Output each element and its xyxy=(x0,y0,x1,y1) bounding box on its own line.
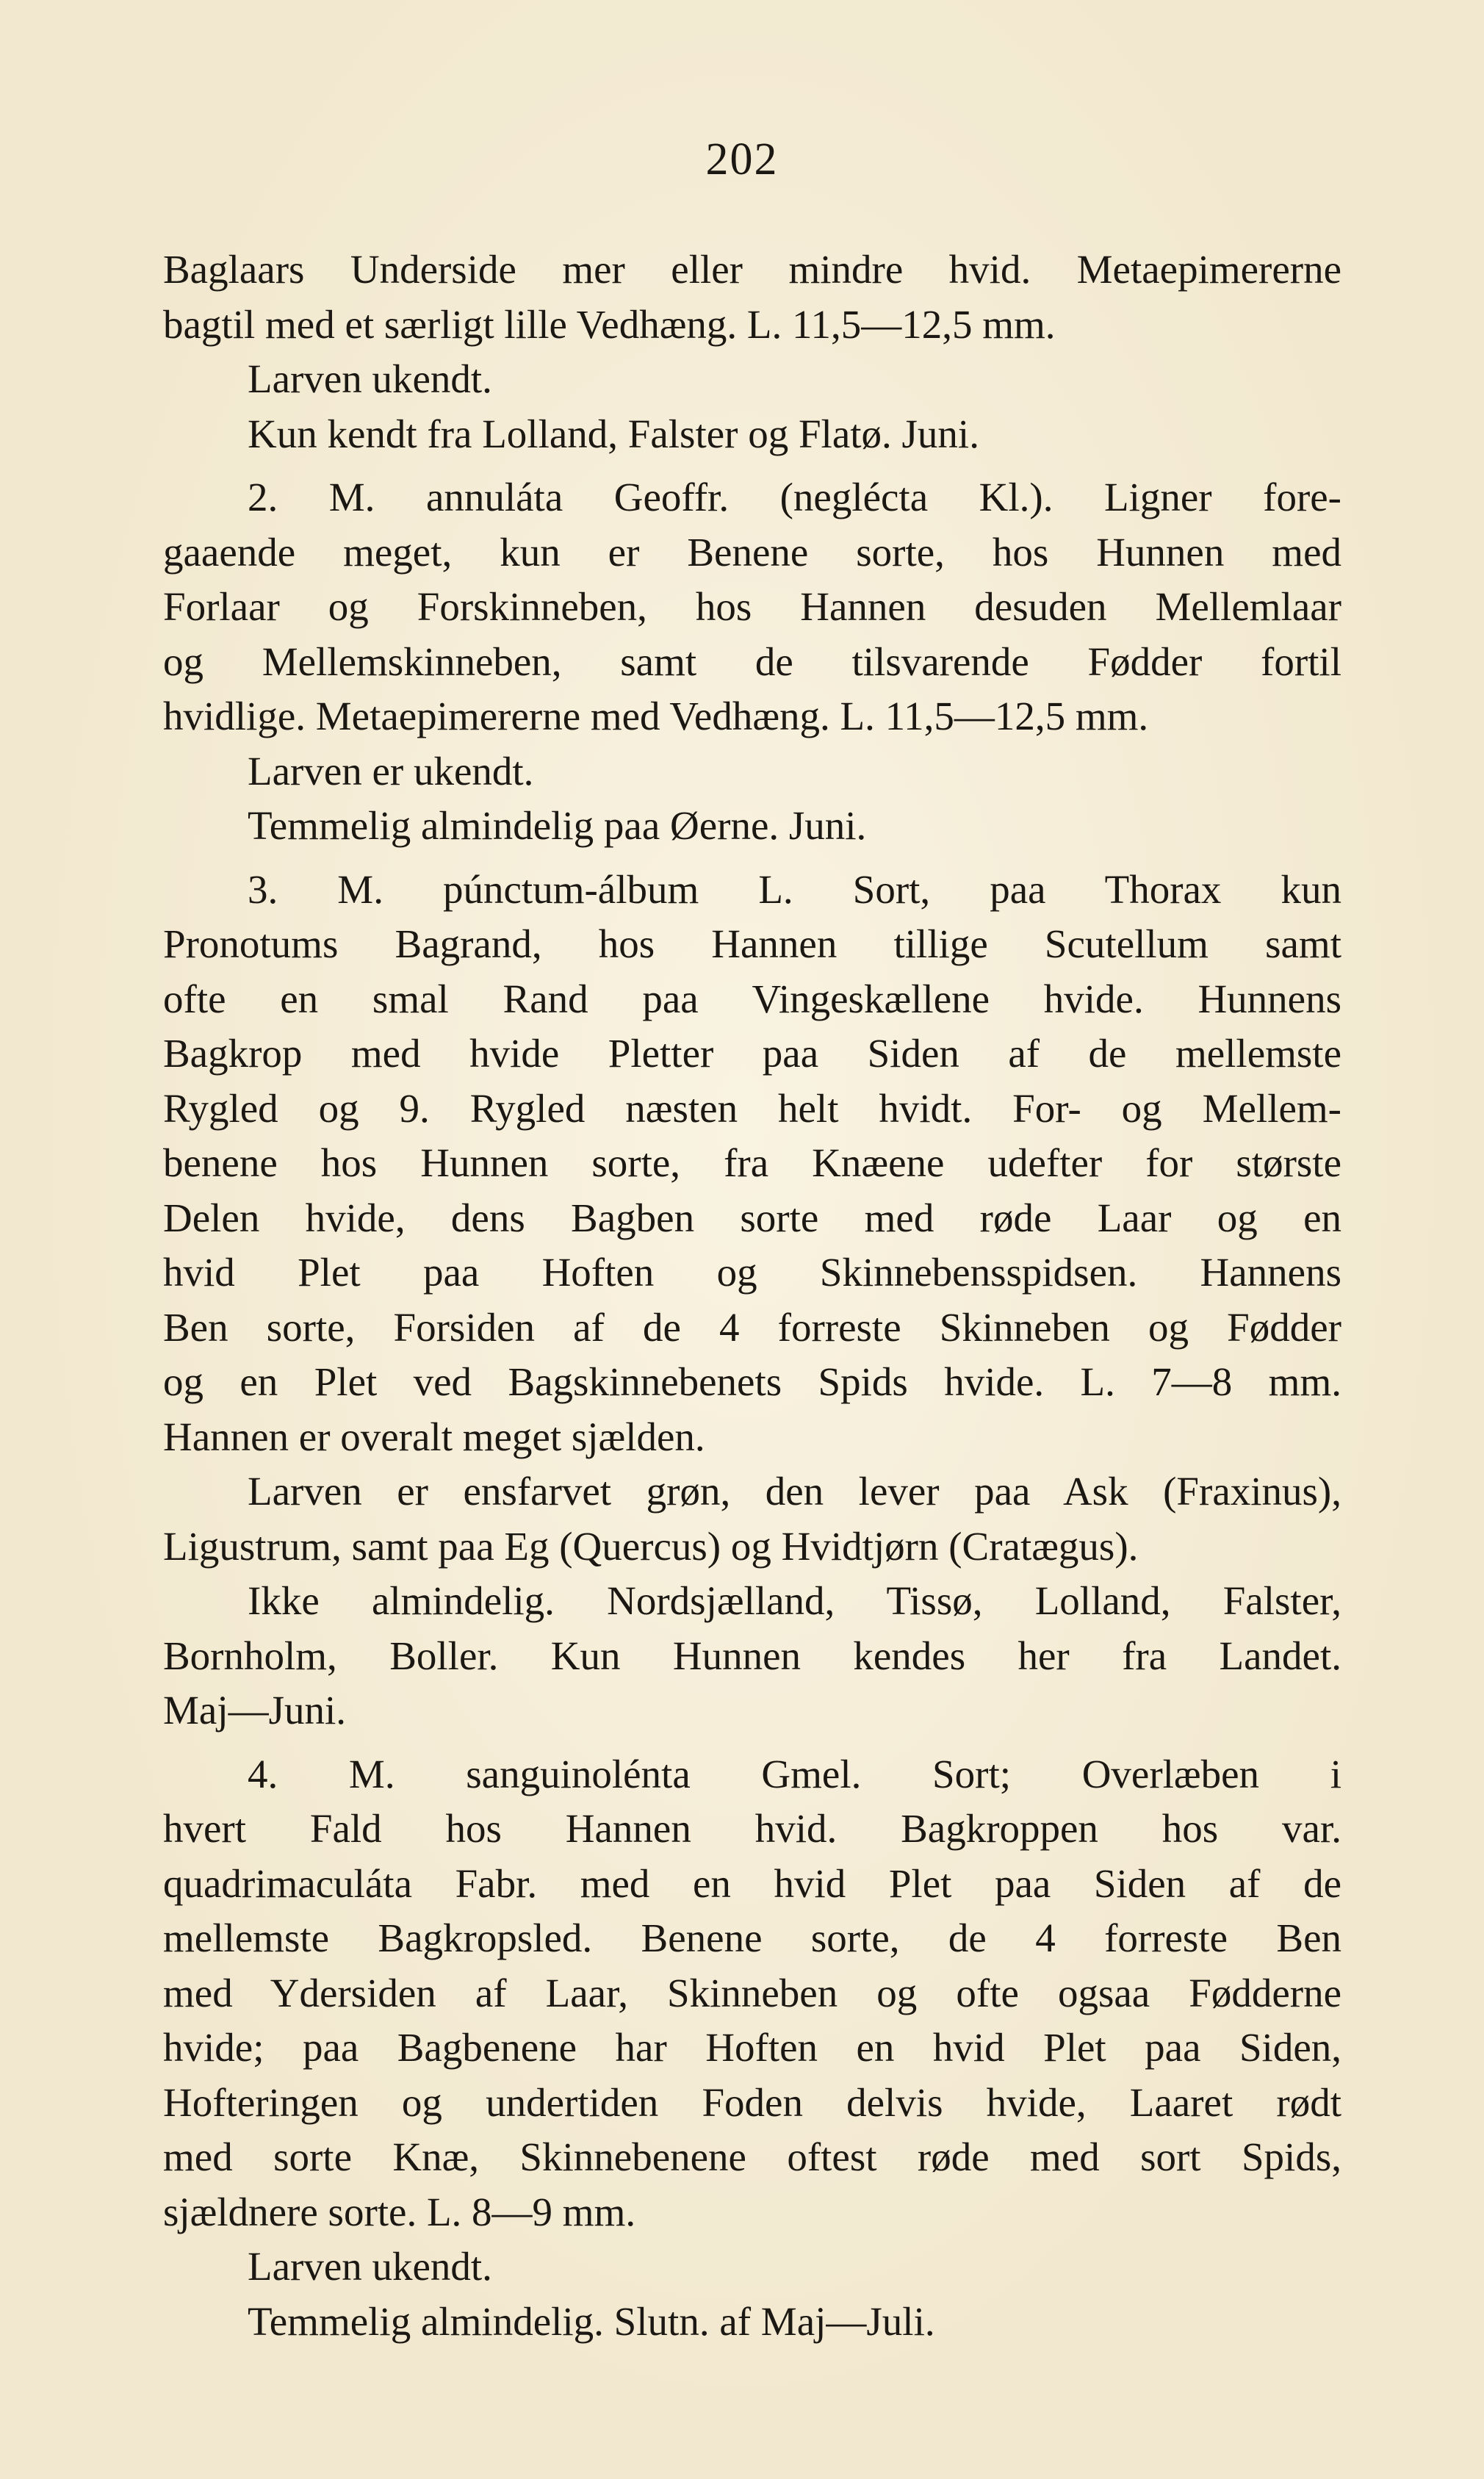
text-line: hvid Plet paa Hoften og Skinnebensspidsen. Hannens xyxy=(163,1250,1341,1295)
species-heading-line: 2. M. annuláta Geoffr. (neglécta Kl.). Ligner fore- xyxy=(248,475,1341,519)
page-number: 202 xyxy=(705,134,779,184)
text-line: Maj—Juni. xyxy=(163,1688,347,1733)
text-line: Larven er ensfarvet grøn, den lever paa Ask (Fraxinus), xyxy=(248,1469,1341,1514)
text-line: quadrimaculáta Fabr. med en hvid Plet paa Siden af de xyxy=(163,1860,1341,1906)
text-line: Hofteringen og undertiden Foden delvis hvide, Laaret rødt xyxy=(163,2079,1341,2125)
text-line: Bornholm, Boller. Kun Hunnen kendes her fra Landet. xyxy=(163,1633,1341,1678)
species-heading-line: 4. M. sanguinolénta Gmel. Sort; Overlæben i xyxy=(248,1751,1341,1796)
text-line: Rygled og 9. Rygled næsten helt hvidt. For- og Mellem- xyxy=(163,1085,1341,1131)
text-line: hvidlige. Metaepimererne med Vedhæng. L. 11,5—12,5 mm. xyxy=(163,694,1149,738)
text-line: med Ydersiden af Laar, Skinneben og ofte ogsaa Fødderne xyxy=(163,1970,1341,2015)
text-line: Hannen er overalt meget sjælden. xyxy=(163,1414,705,1459)
text-line: Temmelig almindelig paa Øerne. Juni. xyxy=(248,803,867,848)
text-line: Temmelig almindelig. Slutn. af Maj—Juli. xyxy=(248,2298,935,2344)
text-line: Larven ukendt. xyxy=(248,2244,492,2289)
text-line: og en Plet ved Bagskinnebenets Spids hvide. L. 7—8 mm. xyxy=(163,1359,1341,1404)
text-line: Baglaars Underside mer eller mindre hvid. Metaepimererne xyxy=(163,247,1341,292)
text-line: Ben sorte, Forsiden af de 4 forreste Skinneben og Fødder xyxy=(163,1304,1341,1350)
text-line: Kun kendt fra Lolland, Falster og Flatø. Juni. xyxy=(248,411,979,456)
text-line: Ligustrum, samt paa Eg (Quercus) og Hvidtjørn (Cratægus). xyxy=(163,1523,1139,1569)
text-line: Delen hvide, dens Bagben sorte med røde Laar og en xyxy=(163,1195,1341,1240)
text-line: Larven er ukendt. xyxy=(248,748,534,794)
text-line: med sorte Knæ, Skinnebenene oftest røde med sort Spids, xyxy=(163,2134,1341,2179)
text-line: bagtil med et særligt lille Vedhæng. L. 11,5—12,5 mm. xyxy=(163,301,1056,347)
text-line: Pronotums Bagrand, hos Hannen tillige Scutellum samt xyxy=(163,921,1341,966)
text-line: Larven ukendt. xyxy=(248,356,492,401)
text-line: mellemste Bagkropsled. Benene sorte, de 4 forreste Ben xyxy=(163,1915,1341,1960)
text-line: Forlaar og Forskinneben, hos Hannen desuden Mellemlaar xyxy=(163,584,1341,629)
text-line: sjældnere sorte. L. 8—9 mm. xyxy=(163,2189,636,2234)
text-line: og Mellemskinneben, samt de tilsvarende Fødder fortil xyxy=(163,638,1341,684)
text-line: gaaende meget, kun er Benene sorte, hos Hunnen med xyxy=(163,529,1341,575)
text-line: Ikke almindelig. Nordsjælland, Tissø, Lolland, Falster, xyxy=(248,1578,1341,1623)
text-line: ofte en smal Rand paa Vingeskællene hvide. Hunnens xyxy=(163,976,1341,1021)
text-line: hvide; paa Bagbenene har Hoften en hvid Plet paa Siden, xyxy=(163,2025,1341,2070)
text-line: hvert Fald hos Hannen hvid. Bagkroppen hos var. xyxy=(163,1806,1341,1851)
text-line: Bagkrop med hvide Pletter paa Siden af de mellemste xyxy=(163,1031,1341,1076)
species-heading-line: 3. M. púnctum-álbum L. Sort, paa Thorax kun xyxy=(248,866,1341,912)
text-line: benene hos Hunnen sorte, fra Knæene udefter for største xyxy=(163,1140,1341,1185)
body-text xyxy=(163,242,1341,2349)
